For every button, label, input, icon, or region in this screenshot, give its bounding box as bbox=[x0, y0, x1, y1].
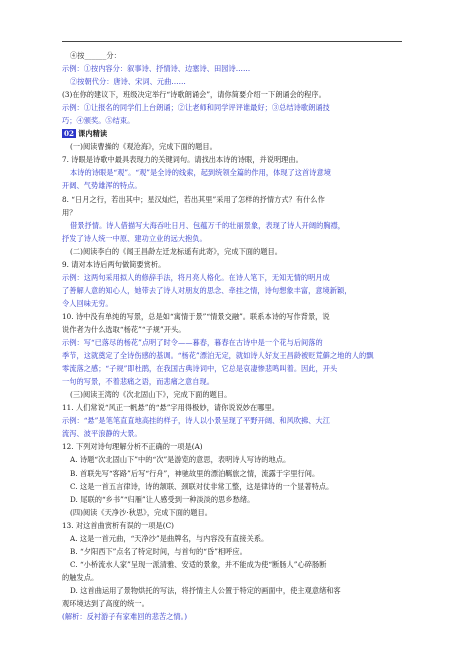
question-line: 9. 请对本诗后两句做简要赏析。 bbox=[62, 259, 166, 269]
answer-line: 示例：①按内容分：叙事诗、抒情诗、边塞诗、田园诗…… bbox=[62, 64, 251, 74]
worksheet-content bbox=[62, 49, 402, 623]
option-line: B. “夕阳西下”点名了特定时间，与首句的“昏”相呼应。 bbox=[70, 546, 247, 556]
question-line: 7. 诗眼是诗歌中最具表现力的关键词句。请找出本诗的诗眼，并说明理由。 bbox=[62, 155, 303, 165]
answer-line: 了善解人意的知心人，她带去了诗人对朋友的思念、牵挂之情，诗句想象丰富，意境新颖， bbox=[62, 285, 352, 295]
reading-heading: (三)阅读王湾的《次北固山下》，完成下面的题目。 bbox=[70, 390, 232, 400]
answer-line: 一句的写景，不着悲痛之语，而悲痛之意自现。 bbox=[62, 377, 214, 387]
option-line: D. 尾联的“乡书”“归雁”让人感受到一种淡淡的思乡愁绪。 bbox=[70, 494, 255, 504]
option-line: A. 诗题“次北固山下”中的“次”是游览的意思，表明诗人写诗的地点。 bbox=[70, 455, 291, 465]
question-line: 10. 诗中没有单纯的写景，总是如“寓情于景”“情景交融”。联系本诗的写作背景，说 bbox=[62, 311, 330, 321]
reading-heading: (一)阅读曹操的《观沧海》，完成下面的题目。 bbox=[70, 142, 217, 152]
answer-line: 巧；④颁奖。⑤结束。 bbox=[62, 116, 135, 126]
question-line: 用？ bbox=[62, 207, 77, 217]
answer-line: 示例：①让报名的同学们上台朗诵；②让老师和同学评评谁最好；③总结诗歌朗诵技 bbox=[62, 103, 330, 113]
question-item-4: ④按______分： bbox=[70, 51, 121, 60]
option-line: 观环境达到了高度的统一。 bbox=[62, 598, 149, 608]
answer-line: 季节，这就奠定了全诗伤感的基调。“杨花”漂泊无定，就如诗人好友王昌龄被贬荒僻之地的人的飘 bbox=[62, 351, 374, 361]
question-line: 13. 对这首曲赏析有误的一项是(C) bbox=[62, 520, 175, 530]
question-line: 11. 人们常说“风正一帆悬”的“悬”字用得极妙，请你说说妙在哪里。 bbox=[62, 403, 279, 413]
option-line: A. 这是一首元曲，“天净沙”是曲牌名，与内容没有直接关系。 bbox=[70, 533, 269, 543]
answer-line: 抒发了诗人统一中原、建功立业的远大抱负。 bbox=[62, 233, 207, 243]
answer-line: 示例：“悬”是笔笔直直地高挂的样子，诗人以小景呈现了平野开阔、和风吹拂、大江 bbox=[62, 416, 331, 426]
question-line: 8. “日月之行，若出其中；星汉灿烂，若出其里”采用了怎样的抒情方式？有什么作 bbox=[62, 194, 325, 204]
analysis-line: (解析：反衬游子有家难回的悲苦之情。) bbox=[62, 612, 188, 622]
section-number: 02 bbox=[64, 129, 75, 139]
option-line: C. “小桥流水人家”呈现一派清雅、安适的景象，并不能成为使“断肠人”心碎肠断 bbox=[70, 559, 327, 569]
option-line: 的触发点。 bbox=[62, 572, 99, 582]
answer-line: 开阔、气势雄浑的特点。 bbox=[62, 181, 142, 191]
header-rule bbox=[62, 41, 402, 42]
answer-line: 借景抒情。诗人借描写大海吞吐日月、包蕴万千的壮丽景象，表现了诗人开阔的胸襟， bbox=[70, 220, 346, 230]
reading-heading: (四)阅读《天净沙·秋思》，完成下面的题目。 bbox=[70, 507, 212, 517]
reading-heading: (二)阅读李白的《闻王昌龄左迁龙标遥有此寄》，完成下面的题目。 bbox=[70, 246, 282, 256]
answer-line: 令人回味无穷。 bbox=[62, 298, 113, 308]
section-title: 课内精读 bbox=[78, 129, 108, 139]
answer-line: 流泻、波平浪静的大景。 bbox=[62, 429, 142, 439]
question-line: (3)在你的建议下，班级决定举行“诗歌朗诵会”，请你简要介绍一下朗诵会的程序。 bbox=[62, 90, 326, 100]
answer-line: 示例：写“已落尽的杨花”点明了时令——暮春，暮春在古诗中是一个花与后间落的 bbox=[62, 338, 323, 348]
answer-line: 示例：这两句采用拟人的修辞手法，将月亮人格化。在诗人笔下，无知无情的明月成 bbox=[62, 272, 330, 282]
option-line: B. 首联先写“客路”后写“行舟”，神驰故里的漂泊羁旅之情，流露于字里行间。 bbox=[70, 468, 320, 478]
answer-line: 本诗的诗眼是“观”。“观”是全诗的线索，起到统领全篇的作用，体现了这首诗意境 bbox=[70, 168, 331, 178]
section-heading bbox=[62, 127, 402, 140]
option-line: C. 这是一首五言律诗，诗的颔联、颈联对仗非常工整，这是律诗的一个显著特点。 bbox=[70, 481, 334, 491]
question-line: 12. 下列对诗句理解分析不正确的一项是(A) bbox=[62, 442, 203, 452]
answer-line: ②按朝代分：唐诗、宋词、元曲…… bbox=[70, 77, 186, 87]
question-line: 说作者为什么选取“杨花”“子规”开头。 bbox=[62, 324, 186, 334]
answer-line: 零流落之感；“子规”即杜鹃，在我国古典诗词中，它总是哀凄惨悲鸣叫着。因此，开头 bbox=[62, 364, 338, 374]
option-line: D. 这首曲运用了景物烘托的写法，将抒情主人公置于特定的画面中，使主观意绪和客 bbox=[70, 585, 341, 595]
